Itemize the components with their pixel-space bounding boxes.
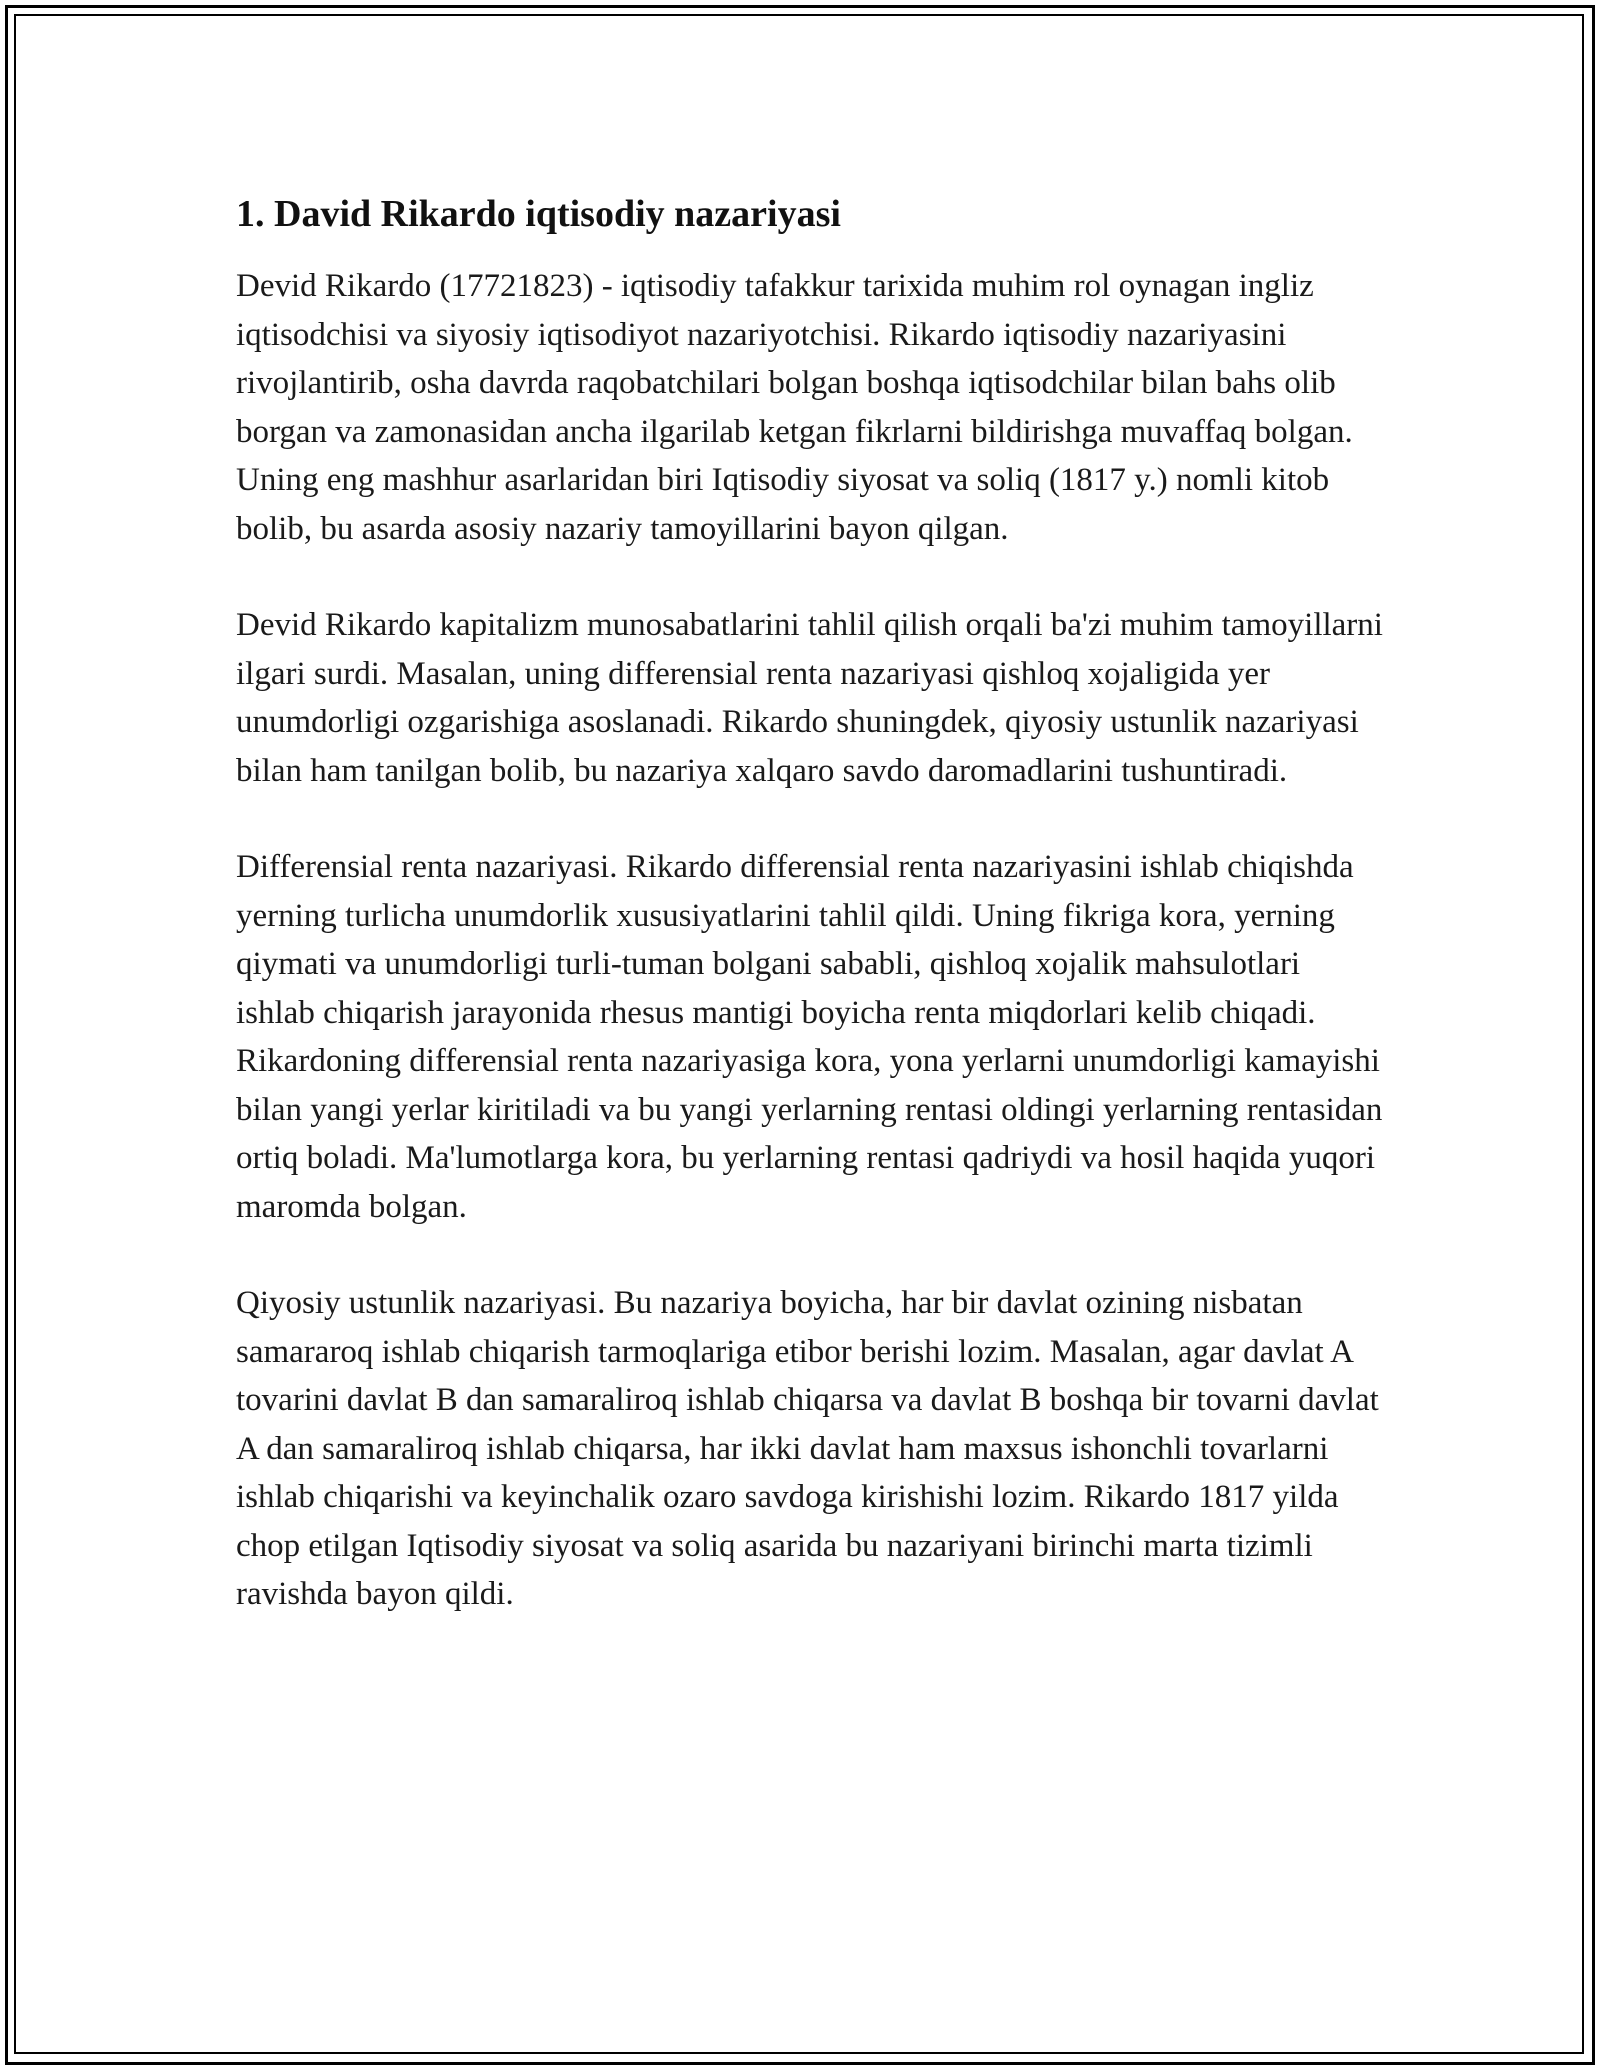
- document-content: [236, 188, 1386, 1619]
- paragraph-intro: Devid Rikardo (17721823) - iqtisodiy tafakkur tarixida muhim rol oynagan ingliz iqtisodchisi va siyosiy iqtisodiyot nazariyotchisi. Rikardo iqtisodiy nazariyasini rivojlantirib, osha davrda raqobatchilari bolgan boshqa iqtisodchilar bilan bahs olib borgan va zamonasidan ancha ilgarilab ketgan fikrlarni bildirishga muvaffaq bolgan. Uning eng mashhur asarlaridan biri Iqtisodiy siyosat va soliq (1817 y.) nomli kitob bolib, bu asarda asosiy nazariy tamoyillarini bayon qilgan.: [236, 268, 1353, 547]
- document-title: 1. David Rikardo iqtisodiy nazariyasi: [236, 193, 841, 235]
- paragraph-differential-rent: Differensial renta nazariyasi. Rikardo differensial renta nazariyasini ishlab chiqishda yerning turlicha unumdorlik xususiyatlarini tahlil qildi. Uning fikriga kora, yerning qiymati va unumdorligi turli-tuman bolgani sababli, qishloq xojalik mahsulotlari ishlab chiqarish jarayonida rhesus mantigi boyicha renta miqdorlari kelib chiqadi. Rikardoning differensial renta nazariyasiga kora, yona yerlarni unumdorligi kamayishi bilan yangi yerlar kiritiladi va bu yangi yerlarning rentasi oldingi yerlarning rentasidan ortiq boladi. Ma'lumotlarga kora, bu yerlarning rentasi qadriydi va hosil haqida yuqori maromda bolgan.: [236, 849, 1383, 1225]
- paragraph-comparative-advantage: Qiyosiy ustunlik nazariyasi. Bu nazariya boyicha, har bir davlat ozining nisbatan samararoq ishlab chiqarish tarmoqlariga etibor berishi lozim. Masalan, agar davlat A tovarini davlat B dan samaraliroq ishlab chiqarsa va davlat B boshqa bir tovarni davlat A dan samaraliroq ishlab chiqarsa, har ikki davlat ham maxsus ishonchli tovarlarni ishlab chiqarishi va keyinchalik ozaro savdoga kirishishi lozim. Rikardo 1817 yilda chop etilgan Iqtisodiy siyosat va soliq asarida bu nazariyani birinchi marta tizimli ravishda bayon qildi.: [236, 1285, 1379, 1612]
- paragraph-capitalism: Devid Rikardo kapitalizm munosabatlarini tahlil qilish orqali ba'zi muhim tamoyillarni ilgari surdi. Masalan, uning differensial renta nazariyasi qishloq xojaligida yer unumdorligi ozgarishiga asoslanadi. Rikardo shuningdek, qiyosiy ustunlik nazariyasi bilan ham tanilgan bolib, bu nazariya xalqaro savdo daromadlarini tushuntiradi.: [236, 607, 1383, 789]
